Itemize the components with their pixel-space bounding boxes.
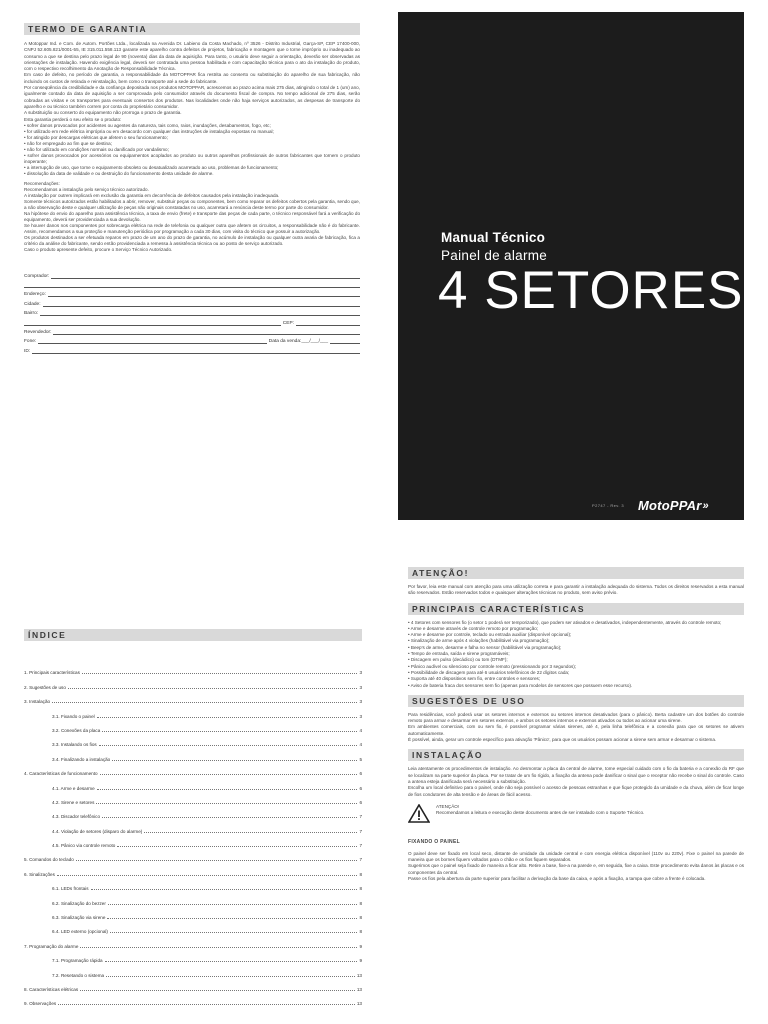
toc-subitem[interactable]: 4.5. Pânico via controle remoto 7 [52, 843, 362, 849]
list-item: • for utilizado em rede elétrica imprópria ou em desacordo com qualquer das instruções de instalação expostas no manual; [24, 128, 274, 134]
toc-subitem[interactable]: 3.3. Instalando os fios 4 [52, 742, 362, 748]
features-title: PRINCIPAIS CARACTERÍSTICAS [408, 603, 744, 615]
toc-list [24, 661, 362, 1006]
recommendation-item: Se houver danos nos componentes por sobrecarga elétrica na rede de telefonia ou qualquer outra que afetem os circuitos, a responsabilidade não é do fabricante. Assim, recomendamos a sua proteção e manutenção periódica por programação a cada 30 dias, com visita do técnico que possuir a autorização. [24, 223, 360, 235]
id-field[interactable] [24, 344, 360, 353]
address-field[interactable] [24, 288, 360, 297]
phone-field[interactable] [24, 335, 360, 344]
toc-item[interactable]: 1. Principais características 3 [24, 670, 362, 676]
toc-item[interactable]: 3. Instalação 3 [24, 699, 362, 705]
list-item: • a interrupção de uso, que torne o equipamento obsoleto ou desatualizado acarretado ao uso, problemas de funcionamento; [24, 164, 279, 170]
warranty-paragraph: A substituição ou conserto do equipamento não prorroga o prazo de garantia. [24, 110, 182, 116]
brand-logo-text: MotoPPAr [638, 498, 702, 513]
toc-item[interactable]: 8. Características elétricas 13 [24, 986, 362, 992]
installation-text: Leia atentamente os procedimentos de instalação. Ao desmontar a placa da central de alarme, tome especial cuidado com o fio da bateria e a conexão do RF que se localizam na parte superior da placa. Por se tratar de um fio rígido, a fixação da antena pode danificar o sinal que o receptor não recebe o sinal do controle. Caso a antena esteja danificada será necessário a substituição. [408, 766, 744, 784]
recommendation-item: Os produtos destinados a ser efetuada reparos em prazo de um ano do prazo de garantia, no acúmulo de instalação ou qualquer outra avaria de fabricação, fica a critério da análise do fabricante, sendo então providenciada a remessa à assistência técnica ou ao posto de serviço autorizado. [24, 235, 360, 247]
toc-subitem[interactable]: 7.1. Programação rápida 9 [52, 958, 362, 964]
brand-logo [638, 498, 709, 513]
field-label: Revendedor: [24, 329, 52, 335]
toc-item[interactable]: 6. Sinalizações 8 [24, 871, 362, 877]
warranty-conditions-list [24, 123, 360, 177]
fixing-panel-title: FIXANDO O PAINEL [408, 838, 460, 845]
list-item: • Arme e desarme através de controle remoto por programação; [408, 625, 539, 631]
toc-subitem[interactable]: 6.4. LED externo (opcional) 8 [52, 929, 362, 935]
usage-block [408, 695, 744, 743]
toc-item[interactable]: 4. Características de funcionamento 6 [24, 771, 362, 777]
warning-title: ATENÇÃO! [436, 803, 460, 809]
index-section [24, 629, 362, 1006]
installation-title: INSTALAÇÃO [408, 749, 744, 761]
recommendation-item: Caso o produto apresente defeito, procure o Serviço Técnico Autorizado. [24, 247, 173, 253]
list-item: • 4 Setores com sensores fio (o setor 1 poderá ser temporizado), que podem ser ativados e desativados, independentemente, através do controle remoto; [408, 619, 722, 625]
zip-field[interactable] [24, 316, 360, 325]
usage-text: Em ambientes comerciais, com ou sem fio, é possível programar várias sirenes, até 4, pela linha telefônica e a conexão para que os setores se ativem automaticamente. [408, 724, 744, 736]
attention-block [408, 567, 744, 597]
reseller-field[interactable] [24, 326, 360, 335]
neighborhood-field[interactable] [24, 307, 360, 316]
product-title: 4 SETORES [438, 261, 744, 320]
list-item: • Possibilidade de discagem para até 6 usuários telefônicos de 22 dígitos cada; [408, 669, 570, 675]
list-item: • Tempo de entrada, saída e sirene programáveis; [408, 651, 510, 657]
usage-title: SUGESTÕES DE USO [408, 695, 744, 707]
document-code: P2747 - Rev. 3 [592, 503, 624, 508]
list-item: • for atingido por descargas elétricas que afetem o seu funcionamento; [24, 134, 168, 140]
list-item: • Beep's de arme, desarme e falha no sensor (habilitável via programação); [408, 644, 562, 650]
buyer-form [24, 269, 360, 354]
warning-box [408, 804, 744, 823]
field-label: CEP: [282, 320, 294, 326]
toc-subitem[interactable]: 6.1. LEDs frontais 8 [52, 886, 362, 892]
list-item: • Arme e desarme por controle, teclado ou entrada auxiliar (disponível opcional); [408, 632, 572, 638]
list-item: • Pânico audível ou silencioso por controle remoto (pressionando por 3 segundos); [408, 663, 577, 669]
warranty-paragraph: Por conseqüência da credibilidade e da confiança depositada nos produtos MOTOPPAR, acrescemos ao prazo acima mais 275 dias, atingindo o total de 1 (um) ano, igualmente contado da data de aquisição a ser comprovada pelo consumidor através do documento fiscal de compra. No tempo adicional de 275 dias, serão cobradas as visitas e os transportes para eventuais consertos dos produtos. Nas localidades onde não haja serviços autorizados, as despesas de transporte do aparelho e ou técnico também correm por conta do proprietário consumidor. [24, 85, 360, 109]
toc-subitem[interactable]: 4.2. Sirene e setores 6 [52, 799, 362, 805]
recommendation-item: Somente técnicos autorizados estão habilitados a abrir, remover, substituir peças ou componentes, bem como reparar os defeitos cobertos pela garantia, sendo que, a não observação deste e qualquer utilização de peças não originais constatadas no uso, acarretará a renúncia deste termo por parte do consumidor. [24, 199, 360, 211]
warning-triangle-icon [408, 804, 430, 823]
field-label: Endereço: [24, 292, 46, 298]
usage-text: É possível, ainda, gerar um controle específico para ativação 'Pânico', para que os usuários possam acionar a sirene sem armar e desarmar o sistema. [408, 737, 717, 743]
warranty-title: TERMO DE GARANTIA [24, 23, 360, 35]
cover-panel [398, 12, 744, 520]
warranty-paragraph: A Motoppar Ind. e Com. de Autom. Portões Ltda., localizada na Avenida Dr. Labieno da Costa Machado, nº 3526 - Distrito Industrial, Garça-SP, CEP 17400-000, CNPJ 52.605.821/0001-55, IE 315.011.558.113 garante este aparelho contra defeitos de projetos, fabricação e montagem que o torne impróprio ou inadequado ao consumo a que se destina pelo prazo legal de 90 (noventa) dias da data de aquisição. Para tanto, o usuário deve seguir a orientação, deverão ser observadas as orientações de instalação. Havendo exigência legal, deverá ser contratada uma pessoa habilitada e com capacitação técnica para o ato da instalação do produto, com o respectivo recolhimento da Anotação de Responsabilidade Técnica. [24, 41, 360, 72]
double-arrow-icon: » [702, 500, 709, 512]
toc-subitem[interactable]: 3.2. Conexões da placa 4 [52, 727, 362, 733]
attention-title: ATENÇÃO! [408, 567, 744, 579]
list-item: • não for empregado ao fim que se destina; [24, 140, 112, 146]
index-title: ÍNDICE [24, 629, 362, 641]
content-section [408, 567, 744, 888]
toc-subitem[interactable]: 4.1. Arme e desarme 6 [52, 785, 362, 791]
list-item: • Sinalização de arme após 4 violações (habilitável via programação); [408, 638, 550, 644]
fixing-text: O painel deve ser fixado em local seco, distante de umidade da unidade central e com energia elétrica disponível (110v ou 220v). Fixe o painel na parede de maneira que os bornes fiquem voltados para o chão e os fios fiquem separados. [408, 850, 744, 863]
toc-item[interactable]: 2. Sugestões de uso 3 [24, 684, 362, 690]
field-label: Fone: [24, 339, 37, 345]
sale-date-field: Data da venda:___/___/___ [268, 339, 328, 345]
toc-subitem[interactable]: 4.4. Violação de setores (disparo do alarme) 7 [52, 828, 362, 834]
warranty-section [24, 23, 360, 354]
buyer-field[interactable] [24, 269, 360, 278]
features-block [408, 603, 744, 689]
recommendations-title: Recomendações: [24, 180, 60, 186]
manual-subtitle: Painel de alarme [441, 248, 548, 263]
warranty-paragraph: Esta garantia perderá o seu efeito se o produto: [24, 116, 122, 122]
toc-item[interactable]: 7. Programação do alarme 9 [24, 943, 362, 949]
list-item: • sofrer danos provocados por acessórios ou equipamentos acoplados ao produto ou outros aparelhos profissionais de outros fabricantes que tornem o produto inoperante; [24, 152, 360, 164]
field-label: Comprador: [24, 273, 50, 279]
toc-item[interactable]: 9. Observações 13 [24, 1001, 362, 1007]
toc-subitem[interactable]: 7.2. Resetando o sistema 13 [52, 972, 362, 978]
field-label: Cidade: [24, 301, 41, 307]
fixing-text: Sugerimos que o painel seja fixado de maneira a ficar alto. Retire a base, fixe-a na parede e, em seguida, fixe a caixa. Este procedimento evita danos às placas e os componentes da central. [408, 863, 744, 875]
toc-subitem[interactable]: 3.1. Fixando o painel 3 [52, 713, 362, 719]
list-item: • sofrer danos provocados por acidentes ou agentes da natureza, tais como, raios, inundações, desabamentos, fogo, etc; [24, 122, 271, 128]
installation-text: Escolha um local definitivo para o painel, onde não seja possível o acesso de pessoas estranhas e que fique protegido da umidade e da chuva, além de ficar longe de fios condutores de alta tensão e de áreas de fácil acesso. [408, 785, 744, 797]
installation-block [408, 749, 744, 882]
list-item: • não for utilizado em condições normais ou danificado por vandalismo; [24, 146, 169, 152]
field-label: ID: [24, 348, 31, 354]
city-field[interactable] [24, 297, 360, 306]
attention-text: Por favor, leia este manual com atenção para uma utilização correta e para garantir a instalação adequada do sistema. Todos os direitos reservados a esta manual são reservados. Estão reservados todos e quaisquer alterações técnicas no produto, sem aviso prévio. [408, 584, 744, 596]
toc-subitem[interactable]: 6.3. Sinalização via sirene 8 [52, 915, 362, 921]
list-item: • Discagem em pulso (decádico) ou tom (DTMF); [408, 657, 508, 663]
recommendation-item: Recomendamos a instalação pelo serviço técnico autorizado. [24, 187, 149, 193]
field-label: Bairro: [24, 311, 39, 317]
warranty-paragraph: Em caso de defeito, no período de garantia, a responsabilidade da MOTOPPAR fica restrita ao conserto ou substituição do aparelho de sua fabricação, não incluindo os custos de retirada e reinstalação, bem como o transporte até a sede do fabricante. [24, 72, 360, 84]
list-item: • Suporta até 40 dispositivos sem fio, entre controles e sensores; [408, 676, 541, 682]
list-item: • Aviso de bateria fraca dos sensores sem fio (apenas para modelos de sensores que possuem esse recurso). [408, 682, 633, 688]
list-item: • dissolução da data de validade e ou destruição do funcionamento desta unidade de alarme. [24, 170, 214, 176]
toc-subitem[interactable]: 4.3. Discador telefônico 7 [52, 814, 362, 820]
toc-subitem[interactable]: 6.2. Sinalização do bezzer 8 [52, 900, 362, 906]
recommendation-item: Na hipótese do envio do aparelho para assistência técnica, a taxa de envio (frete) e transporte das peças de cada parte, o técnico responsável fará a verificação do equipamento, deverá ser providenciada a sua devolução. [24, 211, 360, 223]
manual-title: Manual Técnico [441, 230, 546, 245]
toc-item[interactable]: 5. Comandos do teclado 7 [24, 857, 362, 863]
toc-subitem[interactable]: 3.4. Finalizando a instalação 5 [52, 756, 362, 762]
fixing-text: Passe os fios pela abertura da parte superior para facilitar a derivação da base da caixa, e após a fixação, a tampa que cobre a frente é colocada. [408, 876, 706, 882]
usage-text: Para residências, você poderá usar os setores internos e externos ou setores internos desativados (para o pânico). Berta cadastre um dos botões do controle remoto para armar e desarmar em setores externos, e ambos os setores internos e externos ativados ou todos ao acionar uma sirene. [408, 711, 744, 724]
warning-text: Recomendamos a leitura e execução deste documento antes de ser instalado com o Suporte Técnico. [436, 810, 645, 816]
recommendation-item: A instalação por outrem implicará em exclusão da garantia em decorrência de defeitos causados pela instalação inadequada. [24, 193, 280, 199]
blank-line[interactable] [24, 279, 360, 288]
